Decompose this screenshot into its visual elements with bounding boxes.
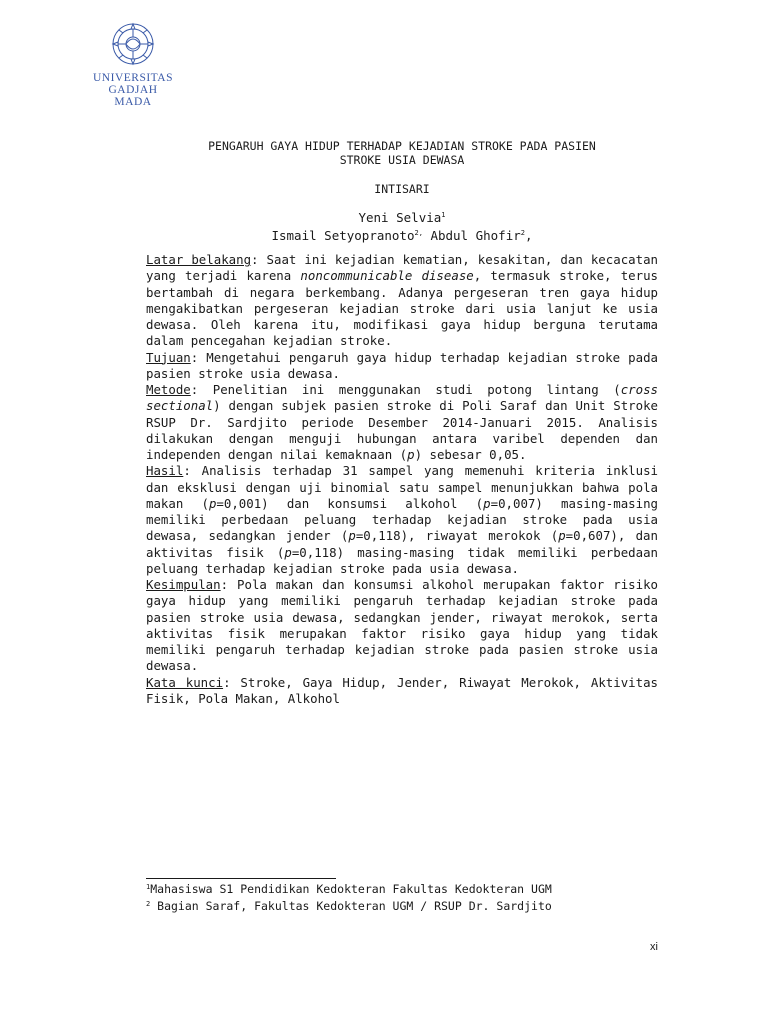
title-line-1: PENGARUH GAYA HIDUP TERHADAP KEJADIAN STROKE PADA PASIEN (208, 139, 596, 153)
author-line-2 (146, 228, 658, 243)
italic-text: p (407, 447, 415, 462)
text: =0,607), dan aktivitas fisik ( (146, 528, 658, 560)
paragraph-latar-belakang (146, 252, 658, 350)
text: =0,118), riwayat merokok ( (355, 528, 559, 544)
paragraph-kesimpulan (146, 577, 658, 675)
footnote-divider (146, 878, 336, 879)
label-hasil: Hasil (146, 463, 184, 479)
author-affiliation-mark: 1 (441, 211, 446, 219)
section-heading: INTISARI (374, 182, 430, 196)
label-latar-belakang: Latar belakang (146, 252, 252, 267)
author-separator: , (524, 228, 533, 243)
italic-text: p (483, 495, 491, 511)
text: : Mengetahui pengaruh gaya hidup terhadap kejadian stroke pada pasien stroke usia dewasa. (146, 349, 658, 381)
paragraph-metode (146, 382, 658, 463)
text: : Saat ini kejadian kematian, kesakitan, dan kecacatan yang terjadi karena (146, 252, 658, 284)
title-line-2: STROKE USIA DEWASA (339, 153, 465, 167)
label-kesimpulan: Kesimpulan (146, 577, 221, 592)
university-logo (90, 22, 176, 108)
label-tujuan: Tujuan (146, 349, 191, 365)
paragraph-hasil (146, 463, 658, 577)
footnote-mark: 1 (146, 883, 151, 891)
logo-text-line1: UNIVERSITAS (93, 72, 173, 84)
footnote-text: Bagian Saraf, Fakultas Kedokteran UGM / RSUP Dr. Sardjito (150, 899, 552, 913)
text: =0,007) masing-masing memiliki perbedaan peluang terhadap kejadian stroke pada usia dewasa, sedangkan jender ( (146, 495, 659, 544)
paragraph-tujuan (146, 350, 658, 383)
text: : Pola makan dan konsumsi alkohol merupakan faktor risiko gaya hidup yang memiliki pengaruh terhadap kejadian stroke pada pasien stroke usia dewasa, sedangkan jender, riwayat merokok, serta aktivitas fisik merupakan faktor risiko gaya hidup yang tidak memiliki pengaruh terhadap kejadian stroke pada pasien stroke usia dewasa. (146, 577, 658, 674)
text: ) dengan subjek pasien stroke di Poli Saraf dan Unit Stroke RSUP Dr. Sardjito periode Desember 2014-Januari 2015. Analisis dilakukan dengan menguji hubungan antara varibel dependen dan independen dengan nilai kemaknaan ( (146, 398, 658, 462)
page-number: xi (650, 941, 658, 953)
footnote-2 (146, 899, 552, 913)
italic-text: p (208, 495, 217, 511)
author-name: Abdul Ghofir (422, 228, 521, 243)
text: : Analisis terhadap 31 sampel yang memenuhi kriteria inklusi dan eksklusi dengan uji binomial satu sampel menunjukkan bahwa pola makan ( (146, 463, 658, 511)
ugm-seal-icon (111, 22, 155, 66)
italic-text: noncommunicable disease (300, 268, 474, 284)
author-name: Yeni Selvia (358, 210, 442, 225)
footnote-text: Mahasiswa S1 Pendidikan Kedokteran Fakultas Kedokteran UGM (150, 882, 552, 896)
text: : Stroke, Gaya Hidup, Jender, Riwayat Merokok, Aktivitas Fisik, Pola Makan, Alkohol (146, 674, 658, 706)
text: , termasuk stroke, terus bertambah di negara berkembang. Adanya pergeseran tren gaya hidup mengakibatkan pergeseran kejadian stroke dari usia lanjut ke usia dewasa. Oleh karena itu, modifikasi gaya hidup berguna terutama dalam pencegahan kejadian stroke. (146, 268, 659, 349)
author-line-1 (146, 210, 658, 225)
logo-text-line2: GADJAH MADA (108, 84, 158, 108)
italic-text: p (558, 528, 566, 544)
italic-text: p (348, 528, 356, 544)
author-affiliation-mark: 2, (414, 229, 423, 237)
footnote-1 (146, 882, 552, 896)
paragraph-kata-kunci (146, 675, 658, 708)
text: =0,001) dan konsumsi alkohol ( (216, 495, 484, 511)
italic-text: cross sectional (146, 382, 658, 414)
text: ) sebesar 0,05. (414, 447, 527, 462)
text: =0,118) masing-masing tidak memiliki perbedaan peluang terhadap kejadian stroke pada usia dewasa. (146, 544, 658, 576)
footnote-mark: 2 (146, 900, 151, 908)
author-affiliation-mark: 2 (520, 229, 525, 237)
label-metode: Metode (146, 382, 191, 397)
abstract-body (146, 252, 658, 707)
text: : Penelitian ini menggunakan studi potong lintang ( (190, 382, 621, 397)
label-kata-kunci: Kata kunci (146, 674, 224, 690)
author-name: Ismail Setyopranoto (271, 228, 415, 243)
document-title (146, 139, 658, 167)
italic-text: p (284, 544, 292, 560)
